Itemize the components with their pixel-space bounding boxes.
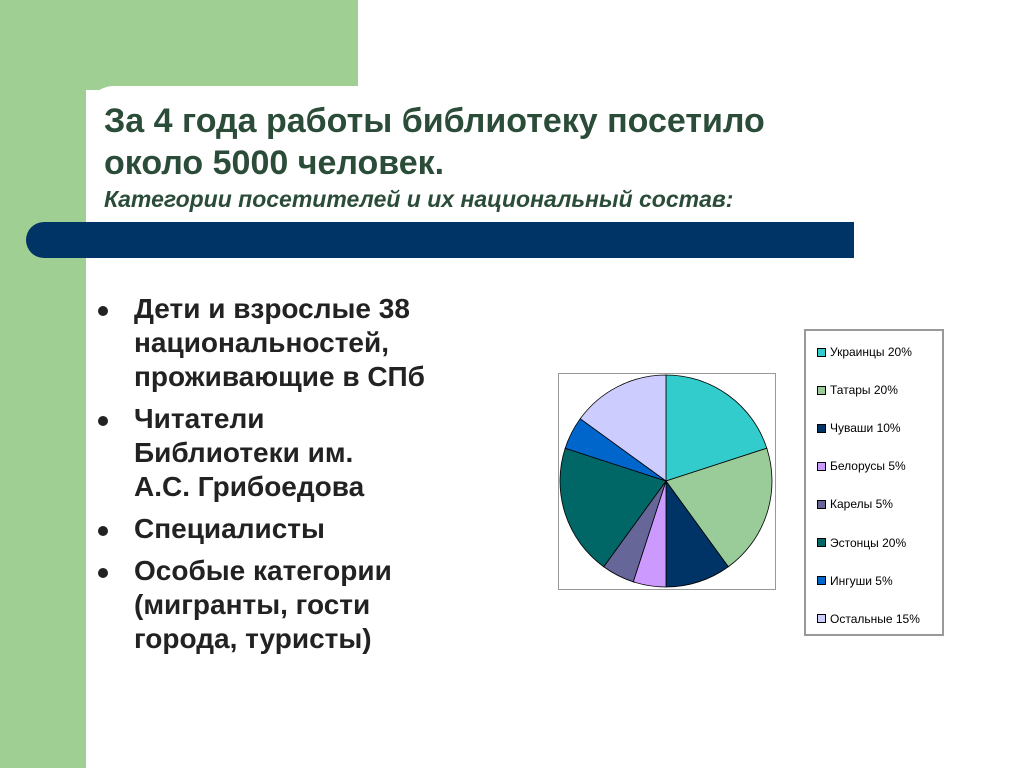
bullet-dot-icon <box>98 416 108 426</box>
bullet-text: Читатели Библиотеки им. А.С. Грибоедова <box>134 403 365 502</box>
chart-legend <box>804 329 944 636</box>
bullet-dot-icon <box>98 306 108 316</box>
legend-item-6 <box>817 574 893 588</box>
title-line-1: За 4 года работы библиотеку посетило <box>104 102 765 140</box>
legend-item-4 <box>817 497 893 511</box>
slide-subtitle: Категории посетителей и их национальный состав: <box>104 186 734 212</box>
bullet-dot-icon <box>98 568 108 578</box>
bullet-text: Особые категории (мигранты, гости города, туристы) <box>134 555 392 654</box>
left-green-bar <box>0 0 86 768</box>
legend-label-3: Белорусы 5% <box>830 459 906 474</box>
bullet-item <box>94 554 524 656</box>
legend-item-2 <box>817 421 901 435</box>
bullet-text: Специалисты <box>134 513 325 544</box>
legend-swatch-0 <box>817 348 826 357</box>
legend-label-1: Татары 20% <box>830 383 898 398</box>
legend-item-5 <box>817 536 906 550</box>
bullet-item <box>94 512 524 546</box>
bullet-text: Дети и взрослые 38 национальностей, проживающие в СПб <box>134 293 425 392</box>
top-green-block <box>0 0 358 90</box>
legend-label-0: Украинцы 20% <box>830 345 912 359</box>
legend-swatch-2 <box>817 424 826 433</box>
legend-swatch-7 <box>817 614 826 623</box>
legend-label-6: Ингуши 5% <box>830 573 893 588</box>
legend-item-0 <box>817 345 912 359</box>
divider-bar <box>26 222 854 258</box>
legend-swatch-6 <box>817 576 826 585</box>
legend-swatch-1 <box>817 386 826 395</box>
slide-title <box>104 100 964 184</box>
legend-item-1 <box>817 383 898 397</box>
legend-swatch-5 <box>817 538 826 547</box>
legend-label-7: Остальные 15% <box>830 611 920 626</box>
legend-label-4: Карелы 5% <box>830 497 893 512</box>
pie-chart <box>559 374 775 589</box>
bullet-list <box>94 292 524 664</box>
legend-item-3 <box>817 459 906 473</box>
legend-swatch-4 <box>817 500 826 509</box>
legend-swatch-3 <box>817 462 826 471</box>
legend-label-2: Чуваши 10% <box>830 421 901 436</box>
bullet-item <box>94 402 524 504</box>
bullet-dot-icon <box>98 526 108 536</box>
pie-chart-area <box>558 373 776 590</box>
bullet-item <box>94 292 524 394</box>
legend-item-7 <box>817 612 920 626</box>
title-line-2: около 5000 человек. <box>104 144 445 182</box>
legend-label-5: Эстонцы 20% <box>830 535 907 550</box>
